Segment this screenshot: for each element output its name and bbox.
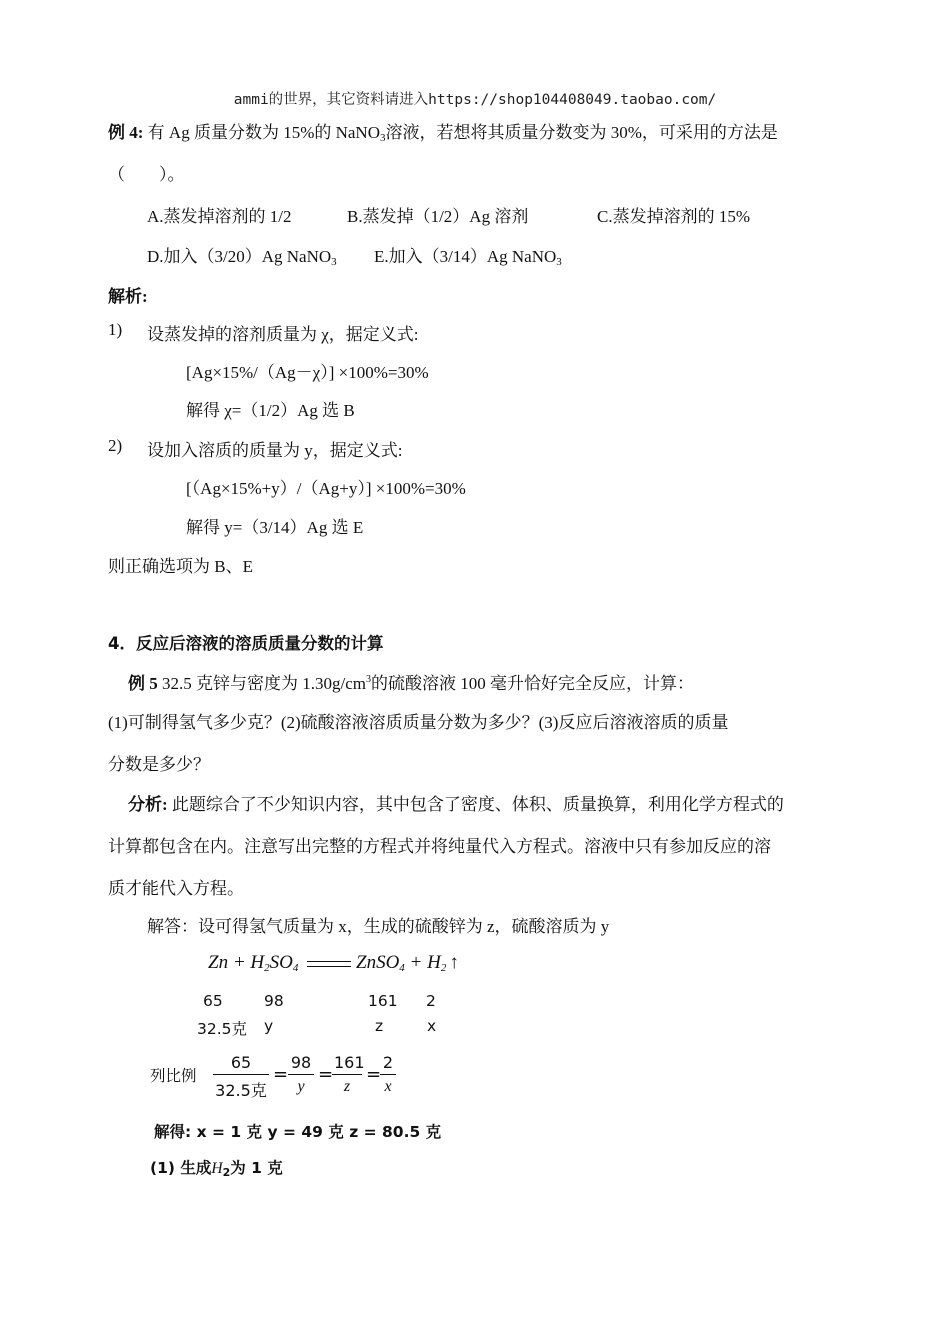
example4-label: 例 4:: [108, 123, 144, 142]
eq-row2-h2so4: y: [264, 1017, 274, 1035]
example5-analysis: 分析: 此题综合了不少知识内容，其中包含了密度、体积、质量换算，利用化学方程式的: [128, 795, 784, 814]
eq-row1-h2: 2: [426, 992, 436, 1010]
up-arrow-icon: ↑: [449, 952, 459, 973]
eq-row2-zn: 32.5克: [197, 1020, 248, 1038]
step2-solution: 解得 y=（3/14）Ag 选 E: [186, 518, 364, 537]
eq-row1-zn: 65: [203, 992, 223, 1010]
example5-analysis-line3: 质才能代入方程。: [108, 879, 244, 898]
eq-row1-znso4: 161: [368, 992, 398, 1010]
step1-number: 1): [108, 320, 123, 339]
step1-text: 设蒸发掉的溶剂质量为 χ，据定义式:: [147, 325, 419, 344]
step2-equation: [（Ag×15%+y）/（Ag+y）] ×100%=30%: [186, 479, 466, 498]
conclusion: 则正确选项为 B、E: [108, 557, 253, 576]
option-b: B.蒸发掉（1/2）Ag 溶剂: [347, 207, 529, 226]
eq-row2-h2: x: [427, 1017, 437, 1035]
solution-line: 解得: x = 1 克 y = 49 克 z = 80.5 克: [154, 1123, 442, 1141]
fraction-1: 65 32.5克: [213, 1053, 269, 1101]
equals-sign-3: =: [366, 1064, 382, 1085]
example5-analysis-label: 分析:: [128, 795, 168, 814]
solution-result: (1) 生成$H_2$为 1 克: [150, 1159, 283, 1179]
fraction-2: $\frac{98}{y}$: [288, 1053, 314, 1096]
equation-double-line: [307, 961, 351, 967]
example5-answer: 解答：设可得氢气质量为 x，生成的硫酸锌为 z，硫酸溶质为 y: [147, 917, 610, 936]
example5-question-line3: 分数是多少？: [108, 755, 210, 774]
option-a: A.蒸发掉溶剂的 1/2: [147, 207, 292, 226]
example5-question: 例 5 32.5 克锌与密度为 $1.30g/cm^3$的硫酸溶液 100 毫升恰好完全反应，计算：: [128, 674, 694, 693]
fraction-3: $\frac{161}{z}$: [334, 1053, 365, 1095]
step2-number: 2): [108, 436, 123, 455]
example4-question-line2: （ ）。: [108, 165, 185, 184]
equation-left: $Zn + H_2SO_4$: [208, 952, 299, 974]
example5-question-line2: (1)可制得氢气多少克？(2)硫酸溶液溶质质量分数为多少？(3)反应后溶液溶质的质量: [108, 713, 729, 732]
example5-analysis-line2: 计算都包含在内。注意写出完整的方程式并将纯量代入方程式。溶液中只有参加反应的溶: [108, 837, 771, 856]
eq-row1-h2so4: 98: [264, 992, 284, 1010]
option-d: D.加入（3/20）Ag NaNO$_3$: [147, 247, 337, 268]
equals-sign-1: =: [273, 1064, 289, 1085]
step1-solution: 解得 χ=（1/2）Ag 选 B: [186, 401, 355, 420]
example5-label: 例 5: [128, 674, 158, 693]
option-e: E.加入（3/14）Ag NaNO$_3$: [374, 247, 562, 268]
step2-text: 设加入溶质的质量为 y，据定义式:: [147, 441, 403, 460]
proportion-label: 列比例: [150, 1067, 197, 1085]
step1-equation: [Ag×15%/（Ag－χ）] ×100%=30%: [186, 363, 429, 382]
page-header: ammi的世界，其它资料请进入https://shop104408049.taobao.com/: [233, 92, 717, 108]
fraction-4: $\frac{2}{x}$: [380, 1053, 396, 1096]
eq-row2-znso4: z: [375, 1017, 384, 1035]
analysis-label: 解析:: [108, 287, 148, 306]
example4-question: 例 4: 有 Ag 质量分数为 15%的 NaNO$_3$溶液，若想将其质量分数变为 30%，可采用的方法是: [108, 123, 778, 144]
equals-sign-2: =: [318, 1064, 334, 1085]
equation-right: ZnSO$_4$ + $H_2$ ↑: [356, 952, 459, 974]
section4-title: 4．反应后溶液的溶质质量分数的计算: [108, 634, 384, 653]
option-c: C.蒸发掉溶剂的 15%: [597, 207, 750, 226]
